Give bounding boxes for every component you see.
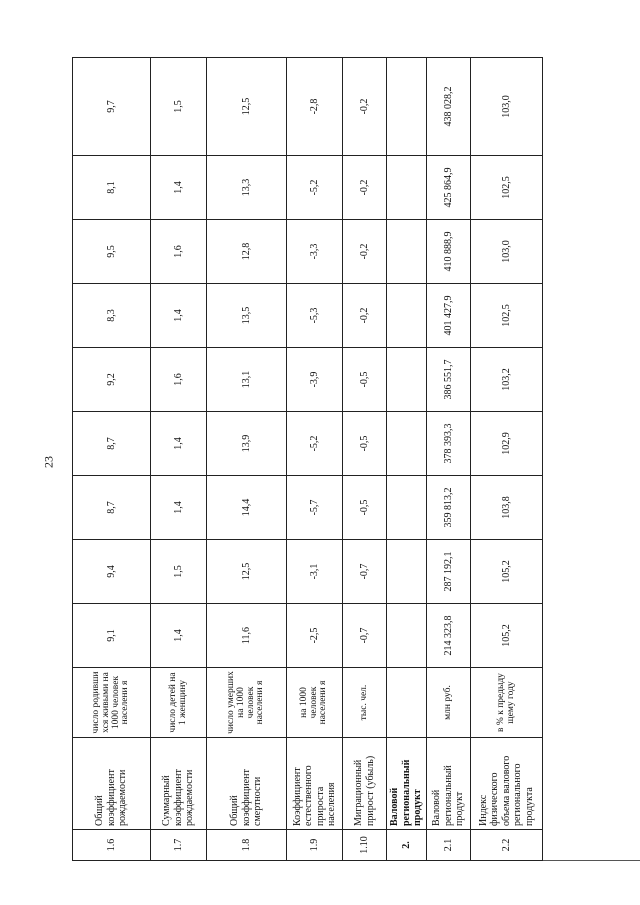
value-cell: 9,7	[73, 58, 151, 156]
unit-cell: тыс. чел.	[343, 668, 387, 738]
row-number: 2.	[387, 830, 427, 861]
table-row	[287, 58, 343, 861]
value-cell: 8,1	[73, 156, 151, 220]
value-cell	[387, 220, 427, 284]
value-cell: 13,3	[207, 156, 287, 220]
indicator-name: Индекс физического объема валового регионального продукта	[471, 738, 543, 830]
value-cell: 9,4	[73, 540, 151, 604]
value-cell: -0,2	[343, 220, 387, 284]
unit-cell: млн руб.	[427, 668, 471, 738]
value-cell: 425 864,9	[427, 156, 471, 220]
value-cell: 11,6	[207, 604, 287, 668]
value-cell	[387, 604, 427, 668]
value-cell: 102,5	[471, 156, 543, 220]
value-cell: 103,0	[471, 58, 543, 156]
row-number: 2.1	[427, 830, 471, 861]
value-cell: 12,5	[207, 58, 287, 156]
value-cell: -0,7	[343, 540, 387, 604]
value-cell: 103,8	[471, 476, 543, 540]
value-cell: -5,7	[287, 476, 343, 540]
value-cell: 1,5	[151, 58, 207, 156]
value-cell: 13,5	[207, 284, 287, 348]
indicator-name: Суммарный коэффициент рождаемости	[151, 738, 207, 830]
value-cell: 438 028,2	[427, 58, 471, 156]
value-cell: -5,3	[287, 284, 343, 348]
value-cell	[387, 58, 427, 156]
value-cell: 13,1	[207, 348, 287, 412]
indicator-name: Общий коэффициент рождаемости	[73, 738, 151, 830]
value-cell: 1,4	[151, 476, 207, 540]
row-number: 1.9	[287, 830, 343, 861]
value-cell: 103,2	[471, 348, 543, 412]
table-row	[471, 58, 543, 861]
value-cell: 287 192,1	[427, 540, 471, 604]
value-cell: -0,2	[343, 156, 387, 220]
value-cell	[387, 412, 427, 476]
value-cell: -0,2	[343, 58, 387, 156]
value-cell: 1,4	[151, 156, 207, 220]
value-cell: 386 551,7	[427, 348, 471, 412]
value-cell: 12,8	[207, 220, 287, 284]
value-cell: -3,9	[287, 348, 343, 412]
unit-cell	[387, 668, 427, 738]
value-cell: 9,1	[73, 604, 151, 668]
value-cell	[387, 284, 427, 348]
value-cell: 378 393,3	[427, 412, 471, 476]
table-row	[207, 58, 287, 861]
value-cell	[387, 348, 427, 412]
value-cell: 359 813,2	[427, 476, 471, 540]
value-cell: -0,5	[343, 348, 387, 412]
unit-cell: на 1000 человек населени я	[287, 668, 343, 738]
value-cell: -2,5	[287, 604, 343, 668]
value-cell: 8,7	[73, 476, 151, 540]
value-cell: 102,9	[471, 412, 543, 476]
value-cell	[387, 476, 427, 540]
table-row	[343, 58, 387, 861]
value-cell: -0,2	[343, 284, 387, 348]
unit-cell: число умерших на 1000 человек населени я	[207, 668, 287, 738]
row-number: 2.2	[471, 830, 543, 861]
row-number: 1.6	[73, 830, 151, 861]
value-cell: 102,5	[471, 284, 543, 348]
value-cell: -5,2	[287, 156, 343, 220]
indicator-name: Коэффициент естественного прироста населения	[287, 738, 343, 830]
value-cell	[387, 156, 427, 220]
value-cell: -2,8	[287, 58, 343, 156]
value-cell: -3,1	[287, 540, 343, 604]
value-cell: 105,2	[471, 604, 543, 668]
value-cell: -0,5	[343, 412, 387, 476]
value-cell: 1,4	[151, 604, 207, 668]
value-cell: 1,4	[151, 412, 207, 476]
value-cell: -5,2	[287, 412, 343, 476]
value-cell	[387, 540, 427, 604]
value-cell: 1,6	[151, 348, 207, 412]
row-number: 1.7	[151, 830, 207, 861]
value-cell: 410 888,9	[427, 220, 471, 284]
value-cell: -3,3	[287, 220, 343, 284]
table-row	[387, 58, 427, 861]
row-number: 1.10	[343, 830, 387, 861]
value-cell: 14,4	[207, 476, 287, 540]
value-cell: -0,7	[343, 604, 387, 668]
indicators-table	[72, 57, 543, 861]
value-cell: 12,5	[207, 540, 287, 604]
value-cell: 1,6	[151, 220, 207, 284]
value-cell: 9,2	[73, 348, 151, 412]
value-cell: 1,5	[151, 540, 207, 604]
table-row	[151, 58, 207, 861]
indicator-name: Миграционный прирост (убыль)	[343, 738, 387, 830]
row-number: 1.8	[207, 830, 287, 861]
indicator-name: Валовой региональный продукт	[387, 738, 427, 830]
indicator-name: Общий коэффициент смертности	[207, 738, 287, 830]
value-cell: 103,0	[471, 220, 543, 284]
unit-cell: число детей на 1 женщину	[151, 668, 207, 738]
page-number: 23	[41, 456, 56, 468]
unit-cell: в % к предыду щему году	[471, 668, 543, 738]
value-cell: -0,5	[343, 476, 387, 540]
value-cell: 8,3	[73, 284, 151, 348]
unit-cell: число родивши хся живыми на 1000 человек населени я	[73, 668, 151, 738]
value-cell: 401 427,9	[427, 284, 471, 348]
value-cell: 8,7	[73, 412, 151, 476]
value-cell: 1,4	[151, 284, 207, 348]
table-row	[73, 58, 151, 861]
value-cell: 214 323,8	[427, 604, 471, 668]
table-row	[427, 58, 471, 861]
value-cell: 13,9	[207, 412, 287, 476]
value-cell: 105,2	[471, 540, 543, 604]
value-cell: 9,5	[73, 220, 151, 284]
indicator-name: Валовой региональный продукт	[427, 738, 471, 830]
